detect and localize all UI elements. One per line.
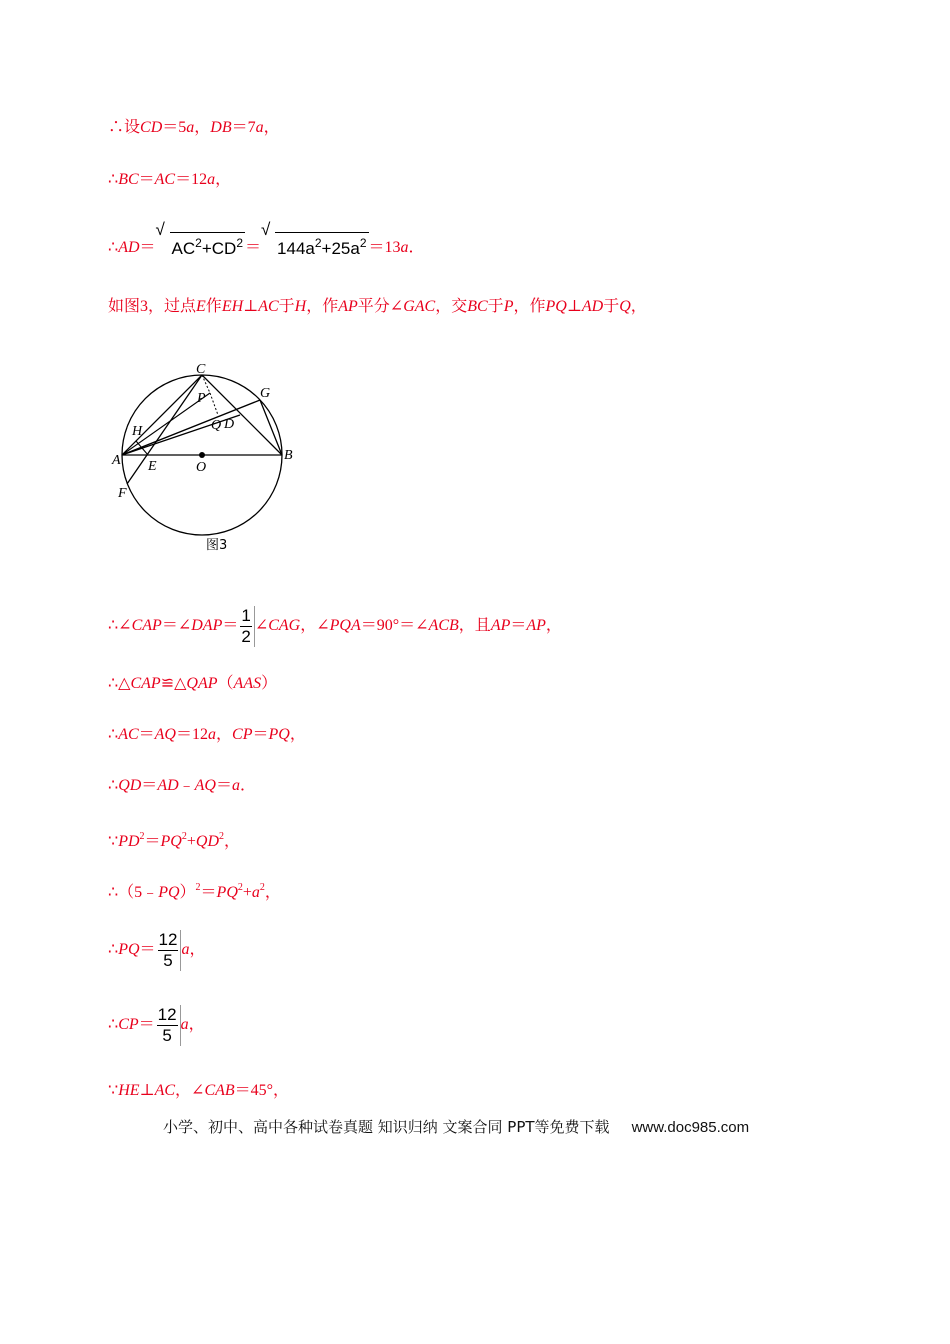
solution-line-11 (108, 930, 205, 971)
fraction-twelve-fifths (156, 930, 182, 971)
footer-text: 小学、初中、高中各种试卷真题 知识归纳 文案合同 PPT等免费下载 (163, 1118, 610, 1136)
text: +25a (321, 239, 360, 258)
solution-line-8 (108, 776, 256, 796)
text: CP (232, 726, 253, 743)
text: ，交 (435, 298, 468, 315)
text: AC (154, 171, 176, 188)
text: CP (118, 1016, 139, 1034)
text: 144a (277, 239, 315, 258)
text: ＝12 (175, 726, 208, 743)
text: E (196, 298, 206, 315)
text: PQA (329, 617, 361, 635)
text: CAG (268, 617, 301, 635)
text: ，作 (306, 298, 339, 315)
text: ＝ (245, 239, 262, 256)
label-c: C (196, 362, 206, 377)
text: HE (118, 1082, 140, 1099)
text: CAB (204, 1082, 235, 1099)
text: a (181, 941, 190, 959)
text: PQ (545, 298, 567, 315)
text: AQ (154, 726, 176, 743)
text: DAP (191, 617, 223, 635)
text: ⊥ (566, 298, 582, 315)
text: ∴ (108, 941, 119, 959)
text: AC (118, 726, 139, 743)
text: QD (118, 777, 142, 794)
text: 于 (487, 298, 504, 315)
text: 1 (241, 606, 251, 625)
solution-line-13 (108, 1081, 289, 1101)
text: ， (630, 298, 647, 315)
sqrt-expression-2: √ $144a^2+25a^2$ (261, 220, 367, 258)
text: CD (140, 119, 163, 136)
text: AP (490, 617, 511, 635)
text: ∴△ (108, 675, 131, 692)
label-p: P (197, 391, 206, 406)
text: PQ (118, 941, 140, 959)
footer-url[interactable]: www.doc985.com (631, 1119, 750, 1136)
text: AP (338, 298, 358, 315)
solution-line-3 (108, 220, 425, 259)
text: ∴ (108, 1016, 119, 1034)
text: + (186, 833, 196, 850)
text: ∴ (108, 777, 119, 794)
solution-line-10: $\therefore(5﹣PQ)^2=PQ^2+a^2$， (108, 882, 281, 901)
text: 于 (278, 298, 295, 315)
text: ＝ (139, 239, 156, 256)
label-b: B (284, 448, 293, 463)
text: ∴设 (108, 119, 141, 136)
solution-line-12 (108, 1005, 205, 1046)
text: ∴ (108, 171, 119, 188)
text: ⊥ (139, 1082, 155, 1099)
text: ， (216, 726, 233, 743)
text: ⊥ (243, 298, 259, 315)
text: ， (545, 617, 562, 635)
text: ， (194, 119, 211, 136)
text: ACB (428, 617, 459, 635)
text: ， (289, 726, 306, 743)
text: ， (264, 884, 281, 901)
text: CAP (131, 617, 162, 635)
text: a (186, 119, 195, 136)
text: ＝ (252, 726, 269, 743)
fraction-twelve-fifths (155, 1005, 181, 1046)
text: a (207, 171, 216, 188)
text: ＝ (215, 777, 232, 794)
text: ， (224, 833, 241, 850)
text: ＝ (139, 941, 156, 959)
text: ∴ (108, 726, 119, 743)
text: BC (118, 171, 139, 188)
text: ＝ (141, 777, 158, 794)
text: ∴∠ (108, 617, 132, 635)
text: ＝ (138, 1016, 155, 1034)
solution-line-2 (108, 170, 231, 190)
text: ＝ (138, 171, 155, 188)
text: ﹣ (178, 777, 195, 794)
text: 12 (158, 930, 178, 949)
text: ＝∠ (161, 617, 192, 635)
text: QAP (186, 675, 218, 692)
label-q: Q (211, 418, 222, 433)
text: 5 (163, 951, 173, 970)
text: ＝5 (162, 119, 187, 136)
text: AD (581, 298, 604, 315)
text: ， (215, 171, 232, 188)
text: ） (179, 884, 196, 901)
solution-line-9: $\because PD^2=PQ^2+QD^2$， (108, 831, 241, 850)
text: 5 (162, 1026, 172, 1045)
label-h: H (132, 424, 143, 439)
text: 于 (603, 298, 620, 315)
sqrt-expression-1: √ $AC^2+CD^2$ (155, 220, 244, 258)
text: AD (157, 777, 179, 794)
text: ∠ (254, 617, 269, 635)
text: ，作 (513, 298, 546, 315)
label-a: A (112, 453, 121, 468)
text: ＝ (200, 884, 217, 901)
solution-line-1 (108, 118, 280, 138)
solution-line-7 (108, 725, 306, 745)
text: ≌△ (160, 675, 187, 692)
text: ． (240, 777, 257, 794)
text: AQ (194, 777, 216, 794)
text: PQ (216, 884, 238, 901)
text: P (503, 298, 514, 315)
text: （ (217, 675, 234, 692)
text: PD (118, 833, 140, 850)
text: PQ (268, 726, 290, 743)
text: ＝90°＝∠ (360, 617, 429, 635)
text: a (208, 726, 216, 743)
text: AAS (233, 675, 262, 692)
label-e: E (148, 459, 157, 474)
label-d: D (224, 417, 235, 432)
text: EH (221, 298, 244, 315)
solution-line-6 (108, 674, 277, 694)
text: a (251, 884, 260, 901)
text: GAC (403, 298, 436, 315)
text: AC (171, 239, 196, 258)
text: ． (408, 239, 425, 256)
page-footer (163, 1116, 749, 1137)
text: ＝ (510, 617, 527, 635)
text: ＝12 (175, 171, 208, 188)
text: ， (188, 1016, 205, 1034)
text: ＝ (138, 726, 155, 743)
text: AD (118, 239, 140, 256)
text: +CD (201, 239, 237, 258)
text: 2 (241, 627, 251, 646)
label-f: F (118, 486, 127, 501)
text: a (180, 1016, 189, 1034)
text: ， (189, 941, 206, 959)
text: 平分∠ (357, 298, 404, 315)
fraction-one-half (238, 606, 254, 647)
text: ， (263, 119, 280, 136)
text: H (294, 298, 307, 315)
text: PQ (158, 884, 180, 901)
text: a (400, 239, 409, 256)
text: BC (467, 298, 488, 315)
text: ＝ (144, 833, 161, 850)
text: DB (210, 119, 232, 136)
text: ＝45°， (234, 1082, 290, 1099)
text: ，∠ (175, 1082, 205, 1099)
text: ＝13 (368, 239, 401, 256)
text: AC (258, 298, 279, 315)
text: ∴ (108, 239, 119, 256)
text: AP (526, 617, 546, 635)
text: ，∠ (300, 617, 330, 635)
text: 作 (205, 298, 222, 315)
text: Q (619, 298, 631, 315)
text: PQ (160, 833, 182, 850)
text: 如图3，过点 (108, 298, 197, 315)
geometry-figure-3 (110, 355, 302, 557)
text: a (232, 777, 240, 794)
label-g: G (260, 386, 271, 401)
figure-caption: 图3 (206, 538, 228, 553)
solution-line-4 (108, 297, 647, 317)
text: ＝ (222, 617, 239, 635)
text: QD (195, 833, 219, 850)
text: 12 (157, 1005, 177, 1024)
text: AC (154, 1082, 176, 1099)
text: ∴（5﹣ (108, 884, 159, 901)
center-point-o (199, 452, 205, 458)
text: a (255, 119, 264, 136)
text: ＝7 (231, 119, 256, 136)
text: + (242, 884, 252, 901)
text: ，且 (458, 617, 491, 635)
text: ） (261, 675, 278, 692)
text: CAP (130, 675, 161, 692)
label-o: O (196, 460, 207, 475)
text: ∵ (108, 1082, 119, 1099)
text: ∵ (108, 833, 119, 850)
solution-line-5 (108, 606, 562, 647)
